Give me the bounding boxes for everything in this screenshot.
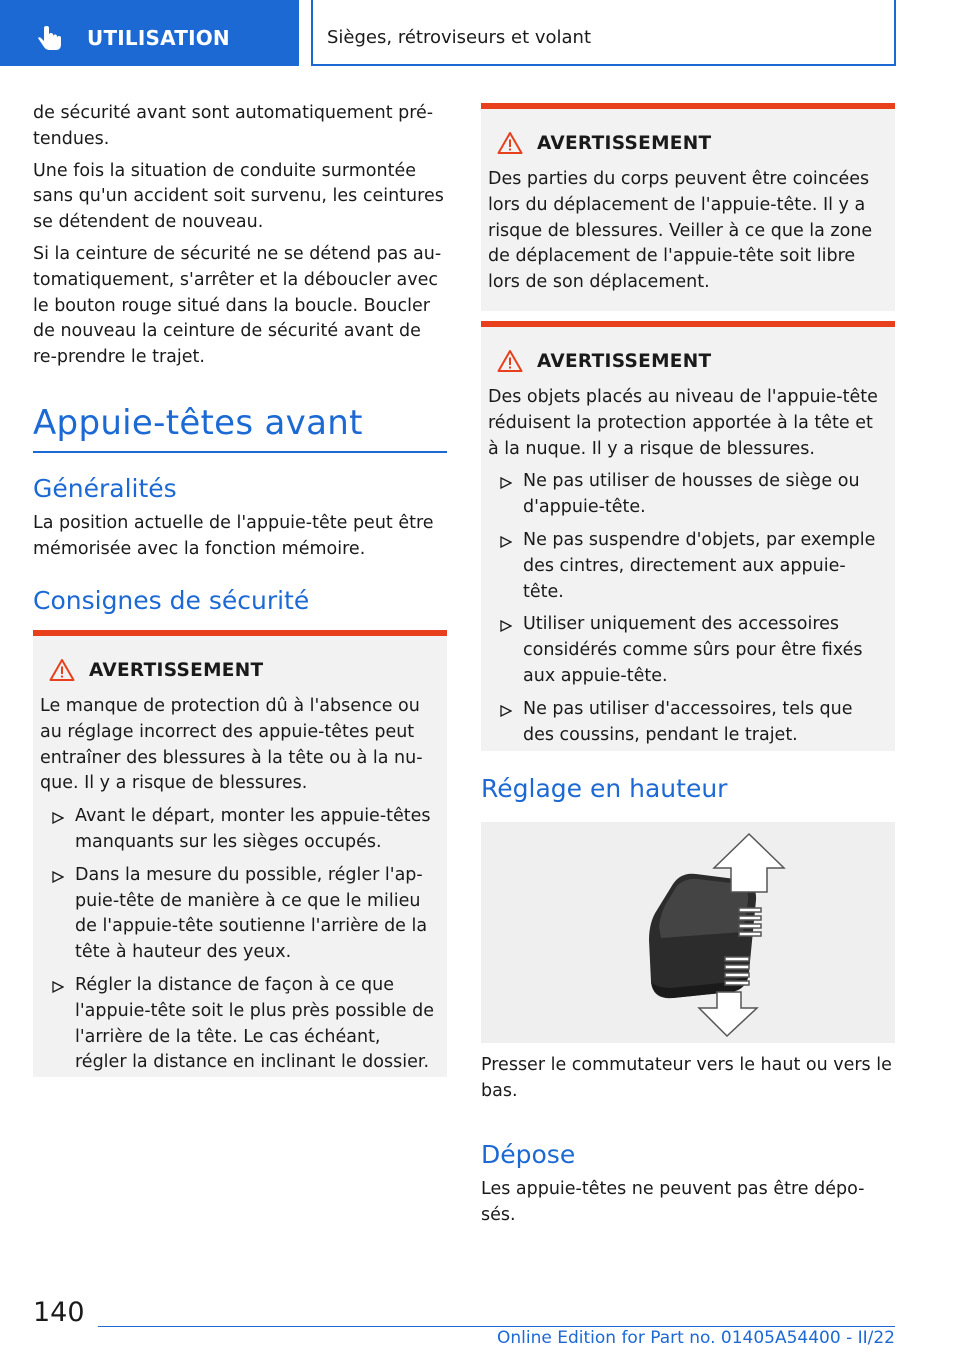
warning-text: Des objets placés au niveau de l'appuie-tête réduisent la protection apportée à la tête et à la nuque. Il y a risque de blessures. bbox=[488, 387, 878, 459]
removal-text: Les appuie-têtes ne peuvent pas être dépo-sés. bbox=[481, 1179, 865, 1225]
list-item: Régler la distance de façon à ce que l'appuie-tête soit le plus près possible de l'arrière de la tête. Le cas échéant, régler la distance en inclinant le dossier. bbox=[40, 973, 437, 1076]
warning-text: Des parties du corps peuvent être coincées lors du déplacement de l'appuie-tête. Il y a risque de blessures. Veiller à ce que la zone de déplacement de l'appuie-tête soit libre lors de son déplacement. bbox=[488, 169, 873, 293]
list-item: Ne pas utiliser d'accessoires, tels que des coussins, pendant le trajet. bbox=[488, 697, 885, 749]
warning-header bbox=[41, 658, 263, 682]
page-number: 140 bbox=[33, 1297, 85, 1328]
warning-body bbox=[40, 694, 437, 1076]
bullet-triangle-icon bbox=[500, 620, 512, 632]
bullet-triangle-icon bbox=[500, 536, 512, 548]
bullet-triangle-icon bbox=[52, 981, 64, 993]
warning-header bbox=[489, 349, 711, 373]
hand-pointer-icon bbox=[36, 24, 66, 54]
warning-title: AVERTISSEMENT bbox=[89, 659, 264, 681]
removal-heading: Dépose bbox=[481, 1140, 576, 1169]
bullet-triangle-icon bbox=[500, 477, 512, 489]
warning-body bbox=[488, 167, 885, 296]
warning-box bbox=[481, 103, 895, 311]
chapter-title: Sièges, rétroviseurs et volant bbox=[327, 27, 592, 48]
general-text: La position actuelle de l'appuie-tête peut être mémorisée avec la fonction mémoire. bbox=[33, 513, 434, 559]
bullet-triangle-icon bbox=[52, 812, 64, 824]
page-title: Appuie-têtes avant bbox=[33, 403, 363, 443]
height-adjust-text: Presser le commutateur vers le haut ou vers le bas. bbox=[481, 1055, 892, 1101]
warning-bullet-list bbox=[40, 804, 437, 1076]
bullet-triangle-icon bbox=[500, 705, 512, 717]
section-label: UTILISATION bbox=[87, 26, 230, 50]
headrest-switch-drawing bbox=[481, 822, 895, 1043]
intro-paragraph: de sécurité avant sont automatiquement pré-tendues. bbox=[33, 103, 434, 149]
intro-paragraph: Si la ceinture de sécurité ne se détend pas au-tomatiquement, s'arrêter et la déboucler avec le bouton rouge situé dans la boucle. Boucler de nouveau la ceinture de sécurité avant de re-prendre le trajet. bbox=[33, 243, 442, 368]
footer-rule bbox=[98, 1326, 895, 1327]
intro-text bbox=[33, 101, 447, 371]
headrest-switch-illustration bbox=[481, 822, 895, 1043]
chapter-title-box bbox=[311, 0, 896, 66]
warning-box bbox=[481, 321, 895, 751]
warning-text: Le manque de protection dû à l'absence ou au réglage incorrect des appuie-têtes peut entraîner des blessures à la tête ou à la nu-que. Il y a risque de blessures. bbox=[40, 696, 423, 794]
warning-triangle-icon bbox=[497, 349, 523, 373]
edition-info: Online Edition for Part no. 01405A54400 - II/22 bbox=[496, 1328, 895, 1348]
warning-triangle-icon bbox=[49, 658, 75, 682]
warning-triangle-icon bbox=[497, 131, 523, 155]
bullet-triangle-icon bbox=[52, 871, 64, 883]
intro-paragraph: Une fois la situation de conduite surmontée sans qu'un accident soit survenu, les ceintures se détendent de nouveau. bbox=[33, 160, 444, 233]
height-adjust-heading: Réglage en hauteur bbox=[481, 774, 728, 803]
warning-title: AVERTISSEMENT bbox=[537, 350, 712, 372]
warning-header bbox=[489, 131, 711, 155]
warning-bullet-list bbox=[488, 469, 885, 748]
list-item: Ne pas suspendre d'objets, par exemple des cintres, directement aux appuie-tête. bbox=[488, 528, 885, 605]
list-item: Dans la mesure du possible, régler l'ap-puie-tête de manière à ce que le milieu de l'appuie-tête soutienne l'arrière de la tête à hauteur des yeux. bbox=[40, 863, 437, 966]
list-item: Avant le départ, monter les appuie-têtes manquants sur les sièges occupés. bbox=[40, 804, 437, 856]
warning-box bbox=[33, 630, 447, 1077]
list-item: Ne pas utiliser de housses de siège ou d'appuie-tête. bbox=[488, 469, 885, 521]
general-heading: Généralités bbox=[33, 474, 177, 503]
warning-title: AVERTISSEMENT bbox=[537, 132, 712, 154]
safety-heading: Consignes de sécurité bbox=[33, 586, 310, 615]
section-tab bbox=[0, 0, 299, 66]
list-item: Utiliser uniquement des accessoires considérés comme sûrs pour être fixés aux appuie-tête. bbox=[488, 612, 885, 689]
warning-body bbox=[488, 385, 885, 748]
title-rule bbox=[33, 451, 447, 453]
